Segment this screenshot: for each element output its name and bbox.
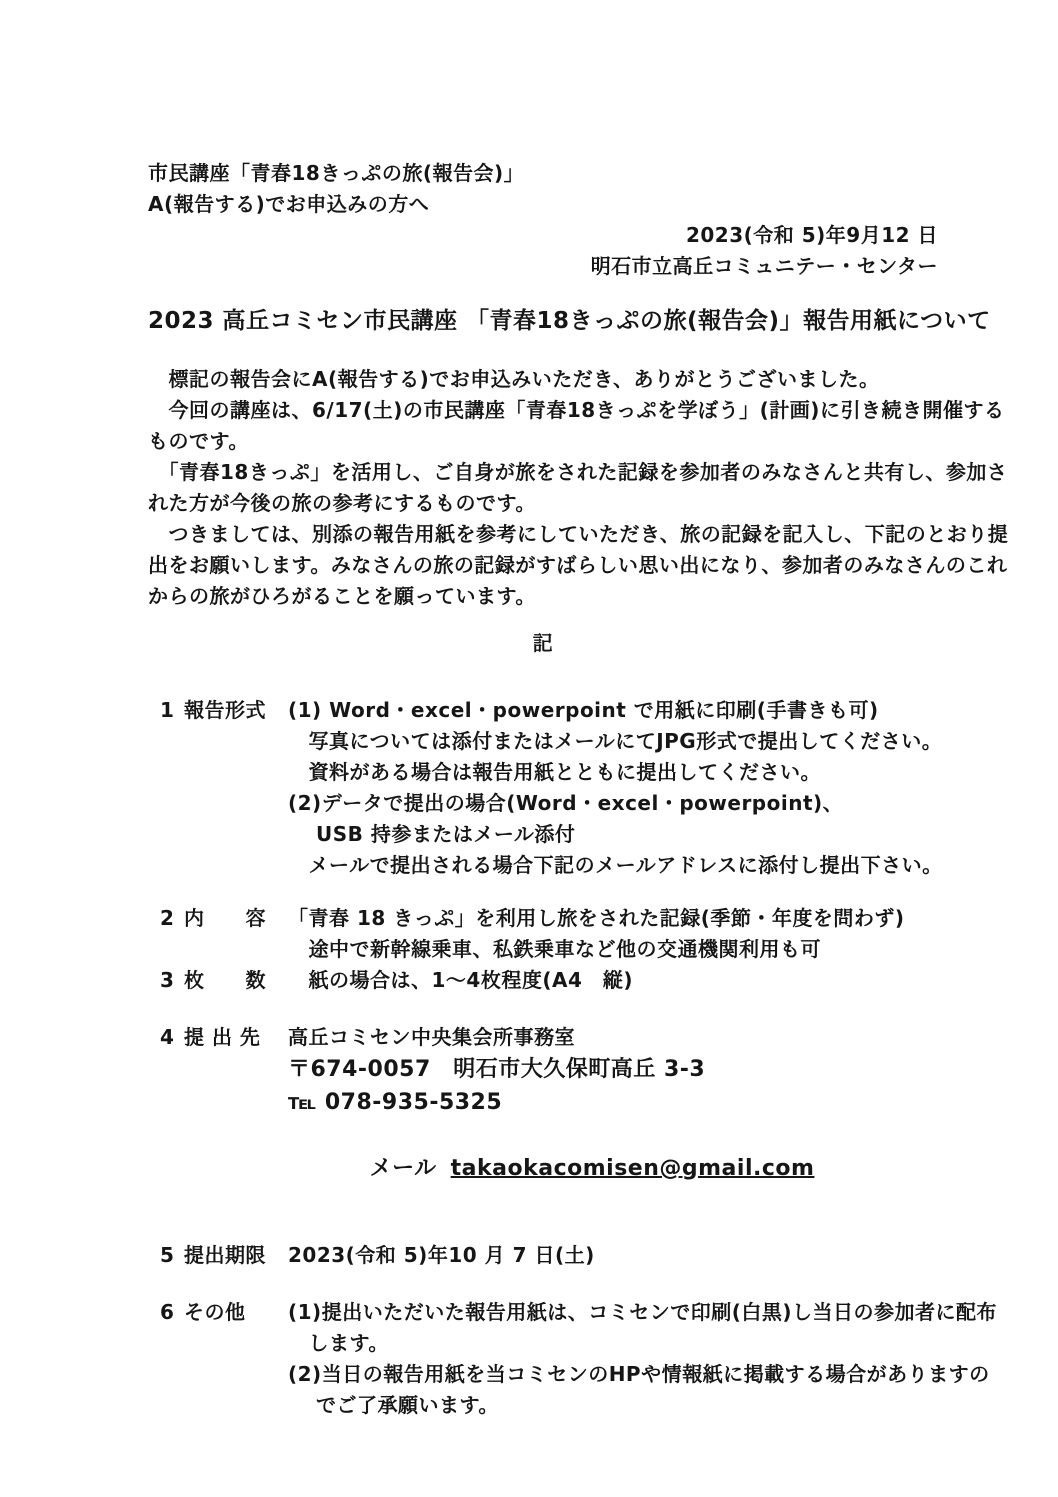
submit-office-line: 高丘コミセン中央集会所事務室: [288, 1025, 575, 1049]
item-submit-to: [148, 1022, 938, 1218]
body-paragraph-line: ものです。: [148, 429, 249, 453]
item-number: 2: [160, 906, 175, 930]
item-content: [288, 1022, 938, 1218]
item-line: 写真については添付またはメールにてJPG形式で提出してください。: [288, 729, 943, 753]
item-line: します。: [288, 1331, 389, 1355]
date-line: 2023(令和 5)年9月12 日: [685, 223, 938, 247]
email-address: takaokacomisen@gmail.com: [450, 1156, 815, 1181]
record-heading: 記: [532, 631, 554, 655]
item-line: 紙の場合は、1～4枚程度(A4 縦): [288, 968, 634, 992]
item-line: (2)データで提出の場合(Word・excel・powerpoint)、: [288, 791, 844, 815]
items-list: [148, 695, 997, 1421]
item-line: メールで提出される場合下記のメールアドレスに添付し提出下さい。: [288, 853, 943, 877]
item-line: (1) Word・excel・powerpoint で用紙に印刷(手書きも可): [288, 698, 879, 722]
recipient-line-2: A(報告する)でお申込みの方へ: [148, 192, 430, 216]
body-paragraph-line: からの旅がひろがることを願っています。: [148, 584, 536, 608]
item-content: [288, 1240, 938, 1271]
body-paragraph-line: 「青春18きっぷ」を活用し、ご自身が旅をされた記録を参加者のみなさんと共有し、参加さ: [148, 460, 1008, 484]
deadline-line: 2023(令和 5)年10 月 7 日(土): [288, 1243, 595, 1267]
body-paragraph-line: れた方が今後の旅の参考にするものです。: [148, 491, 536, 515]
item-number: 6: [160, 1300, 175, 1324]
item-line: 途中で新幹線乗車、私鉄乗車など他の交通機関利用も可: [288, 937, 821, 961]
document-title: 2023 高丘コミセン市民講座 「青春18きっぷの旅(報告会)」報告用紙について: [148, 308, 991, 334]
item-content: [288, 1297, 997, 1421]
item-content: [288, 695, 943, 881]
item-line: (2)当日の報告用紙を当コミセンのHPや情報紙に掲載する場合がありますの: [288, 1362, 990, 1386]
item-label: 提 出 先: [184, 1025, 261, 1049]
body-paragraph-line: 今回の講座は、6/17(土)の市民講座「青春18きっぷを学ぼう」(計画)に引き続き開催する: [148, 398, 1005, 422]
item-line: USB 持参またはメール添付: [288, 822, 576, 846]
item-report-format: [148, 695, 943, 881]
item-content: [288, 965, 938, 996]
item-line: 資料がある場合は報告用紙とともに提出してください。: [288, 760, 821, 784]
email-line: [288, 1119, 938, 1218]
item-label: 提出期限: [184, 1243, 266, 1267]
item-deadline: [148, 1240, 938, 1271]
item-content: [288, 903, 938, 965]
recipient-line-1: 市民講座「青春18きっぷの旅(報告会)」: [148, 161, 525, 185]
item-line: (1)提出いただいた報告用紙は、コミセンで印刷(白黒)し当日の参加者に配布: [288, 1300, 997, 1324]
item-number: 3: [160, 968, 175, 992]
body-paragraph-line: 標記の報告会にA(報告する)でお申込みいただき、ありがとうございました。: [148, 367, 880, 391]
item-others: [148, 1297, 997, 1421]
body-paragraph-line: 出をお願いします。みなさんの旅の記録がすばらしい思い出になり、参加者のみなさんのこれ: [148, 553, 1008, 577]
email-label: メール: [369, 1156, 437, 1181]
organization-line: 明石市立高丘コミュニテー・センター: [590, 254, 938, 278]
item-label: 内 容: [184, 906, 266, 930]
body-paragraphs: [148, 364, 1009, 612]
phone-line: ℡ 078-935-5325: [288, 1090, 503, 1115]
item-label: 枚 数: [184, 968, 266, 992]
item-line: 「青春 18 きっぷ」を利用し旅をされた記録(季節・年度を問わず): [288, 906, 905, 930]
item-number: 1: [160, 698, 175, 722]
item-label: その他: [184, 1300, 246, 1324]
item-label: 報告形式: [184, 698, 266, 722]
postal-address-line: 〒674-0057 明石市大久保町高丘 3-3: [288, 1057, 706, 1082]
item-page-count: [148, 965, 938, 996]
item-content-description: [148, 903, 938, 965]
item-line: でご了承願います。: [288, 1393, 499, 1417]
item-number: 4: [160, 1025, 175, 1049]
body-paragraph-line: つきましては、別添の報告用紙を参考にしていただき、旅の記録を記入し、下記のとおり提: [148, 522, 1009, 546]
item-number: 5: [160, 1243, 175, 1267]
